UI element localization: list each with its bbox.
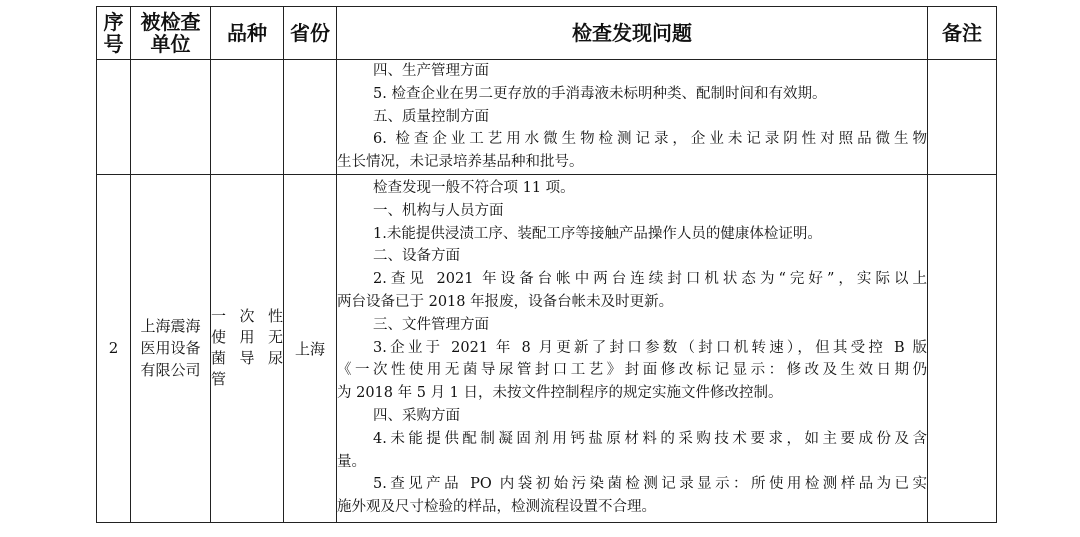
header-seq-line: 号 xyxy=(103,32,124,56)
issue-line: 五、质量控制方面 xyxy=(373,108,489,125)
variety-line: 管 xyxy=(211,370,227,389)
issue-line: 四、生产管理方面 xyxy=(373,63,489,79)
header-seq-line: 序 xyxy=(103,10,124,34)
issue-line: 5.查见产品 PO 内袋初始污染菌检测记录显示：所使用检测样品为已实 xyxy=(373,476,927,493)
unit-line: 医用设备 xyxy=(140,339,201,358)
cell-unit xyxy=(131,174,211,522)
issue-line: 二、设备方面 xyxy=(373,248,460,265)
header-remarks: 备注 xyxy=(928,7,997,60)
issue-line: 生长情况，未记录培养基品种和批号。 xyxy=(337,154,584,171)
issue-line: 施外观及尺寸检验的样品，检测流程设置不合理。 xyxy=(337,499,656,516)
cell-variety xyxy=(211,60,284,175)
issue-line: 检查发现一般不符合项 11 项。 xyxy=(373,179,575,196)
header-variety: 品种 xyxy=(211,7,284,60)
cell-province: 上海 xyxy=(284,174,337,522)
issue-line: 《一次性使用无菌导尿管封口工艺》封面修改标记显示：修改及生效日期仍 xyxy=(337,362,927,379)
variety-line: 一次性 xyxy=(211,307,283,326)
inspection-table xyxy=(96,6,997,523)
header-unit-line: 被检查 xyxy=(140,10,201,34)
header-row xyxy=(97,7,997,60)
issue-line: 3.企业于 2021 年 8 月更新了封口参数（封口机转速），但其受控 B 版 xyxy=(373,339,927,356)
issue-line: 2.查见 2021 年设备台帐中两台连续封口机状态为“完好”，实际以上 xyxy=(373,271,927,288)
cell-issues xyxy=(337,174,928,522)
issue-line: 6. 检查企业工艺用水微生物检测记录，企业未记录阴性对照品微生物 xyxy=(373,131,927,148)
issue-line: 三、文件管理方面 xyxy=(373,316,489,333)
table-row-continuation xyxy=(97,60,997,175)
table-row xyxy=(97,174,997,522)
header-unit-line: 单位 xyxy=(150,32,191,56)
unit-line: 有限公司 xyxy=(140,361,201,380)
cell-unit xyxy=(131,60,211,175)
cell-seq: 2 xyxy=(97,174,131,522)
issue-line: 量。 xyxy=(337,453,366,470)
variety-line: 使用无 xyxy=(211,328,283,347)
issue-line: 为 2018 年 5 月 1 日，未按文件控制程序的规定实施文件修改控制。 xyxy=(337,385,783,402)
cell-remarks xyxy=(928,60,997,175)
cell-issues xyxy=(337,60,928,175)
cell-remarks xyxy=(928,174,997,522)
header-seq xyxy=(97,7,131,60)
issue-line: 四、采购方面 xyxy=(373,407,460,424)
cell-seq xyxy=(97,60,131,175)
header-province: 省份 xyxy=(284,7,337,60)
issue-line: 一、机构与人员方面 xyxy=(373,202,504,219)
cell-province xyxy=(284,60,337,175)
header-issues: 检查发现问题 xyxy=(337,7,928,60)
header-unit xyxy=(131,7,211,60)
issue-line: 4.未能提供配制凝固剂用钙盐原材料的采购技术要求，如主要成份及含 xyxy=(373,430,927,447)
issue-line: 1.未能提供浸渍工序、装配工序等接触产品操作人员的健康体检证明。 xyxy=(373,225,822,242)
issue-line: 5. 检查企业在男二更存放的手消毒液未标明种类、配制时间和有效期。 xyxy=(373,85,827,102)
issue-line: 两台设备已于 2018 年报废，设备台帐未及时更新。 xyxy=(337,293,674,310)
unit-line: 上海震海 xyxy=(140,317,201,336)
cell-variety xyxy=(211,174,284,522)
variety-line: 菌导尿 xyxy=(211,349,283,368)
